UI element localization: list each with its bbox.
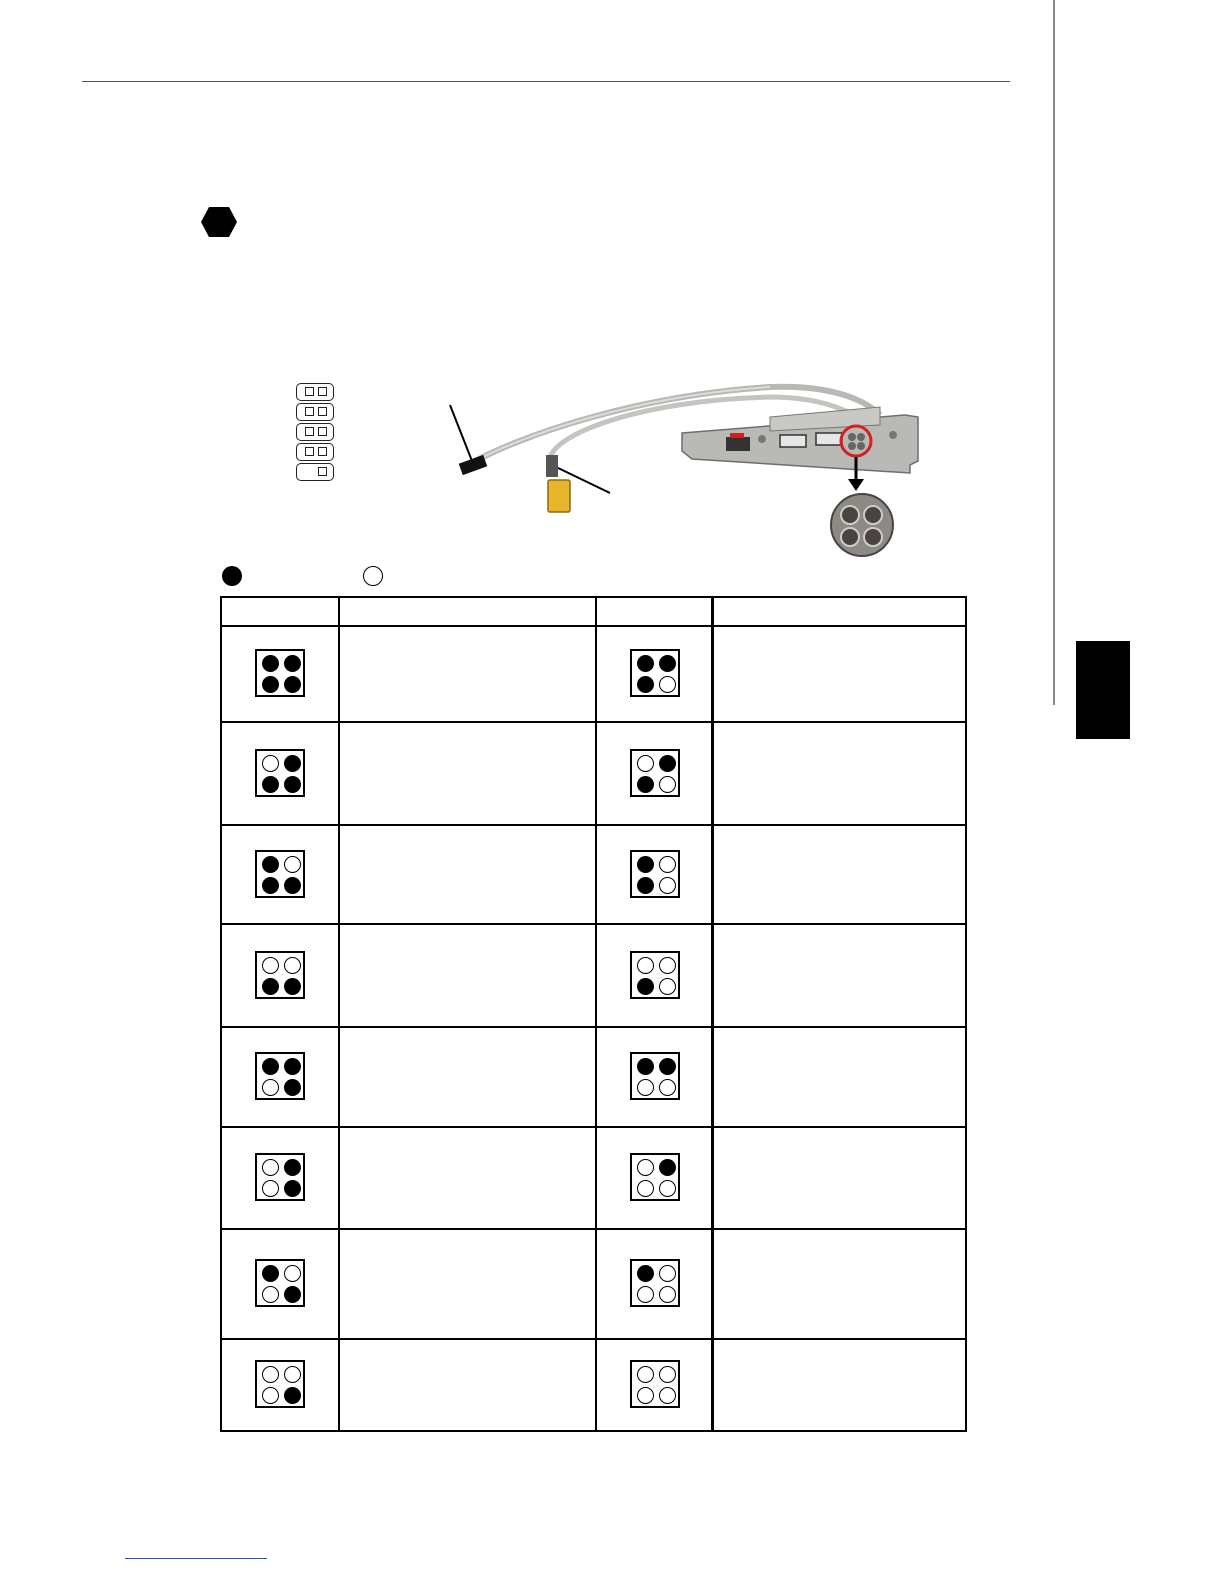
- empty-pin-icon: [262, 1079, 279, 1096]
- magnified-pin: [864, 528, 882, 546]
- filled-pin-icon: [262, 1058, 279, 1075]
- pin-square: [305, 387, 314, 396]
- empty-pin-icon: [637, 1387, 654, 1404]
- table-row-divider: [222, 1026, 965, 1028]
- pin-square: [318, 467, 327, 476]
- empty-pin-icon: [637, 957, 654, 974]
- pin-pattern-icon: [255, 749, 305, 797]
- usb3-logo: [726, 437, 750, 451]
- filled-pin-icon: [284, 1079, 301, 1096]
- pin-pattern-icon: [630, 1259, 680, 1307]
- pin-pattern-icon: [255, 1360, 305, 1408]
- magnified-pin: [841, 528, 859, 546]
- pin-header-row: [296, 423, 334, 441]
- chapter-tab: [1076, 641, 1130, 739]
- empty-pin-icon: [637, 1180, 654, 1197]
- footer-link-underline[interactable]: [125, 1558, 267, 1559]
- filled-pin-icon: [637, 1058, 654, 1075]
- pin-pattern-icon: [630, 1360, 680, 1408]
- empty-pin-icon: [659, 877, 676, 894]
- pin-square: [305, 447, 314, 456]
- empty-pin-icon: [637, 1286, 654, 1303]
- header-rule: [82, 81, 1010, 82]
- black-connector: [459, 455, 488, 475]
- empty-pin-icon: [262, 755, 279, 772]
- screw-icon: [758, 435, 766, 443]
- empty-pin-icon: [262, 1366, 279, 1383]
- filled-pin-icon: [284, 978, 301, 995]
- pin-header-row: [296, 403, 334, 421]
- filled-circle-icon: [222, 566, 242, 586]
- filled-pin-icon: [284, 776, 301, 793]
- empty-pin-icon: [659, 1265, 676, 1282]
- pin-header-row: [296, 443, 334, 461]
- empty-pin-icon: [659, 856, 676, 873]
- pointer-line-connector: [450, 405, 472, 461]
- filled-pin-icon: [284, 755, 301, 772]
- empty-pin-icon: [659, 1286, 676, 1303]
- empty-pin-icon: [637, 1366, 654, 1383]
- table-row-divider: [222, 824, 965, 826]
- empty-pin-icon: [659, 676, 676, 693]
- magnified-pin: [841, 506, 859, 524]
- filled-pin-icon: [262, 676, 279, 693]
- filled-pin-icon: [262, 1265, 279, 1282]
- empty-pin-icon: [262, 1180, 279, 1197]
- pin-square: [318, 447, 327, 456]
- socket-pin: [857, 442, 865, 450]
- filled-pin-icon: [637, 978, 654, 995]
- filled-pin-icon: [284, 1387, 301, 1404]
- filled-pin-icon: [637, 776, 654, 793]
- filled-pin-icon: [284, 1058, 301, 1075]
- filled-pin-icon: [637, 676, 654, 693]
- table-row-divider: [222, 923, 965, 925]
- pin-pattern-icon: [255, 951, 305, 999]
- empty-pin-icon: [659, 1079, 676, 1096]
- filled-pin-icon: [262, 856, 279, 873]
- magnified-socket: [831, 494, 893, 556]
- filled-pin-icon: [284, 1180, 301, 1197]
- filled-pin-icon: [659, 655, 676, 672]
- cable-sleeve: [546, 455, 558, 477]
- pin-pattern-icon: [255, 1052, 305, 1100]
- usb-bracket-photo: [440, 375, 950, 565]
- empty-pin-icon: [637, 1159, 654, 1176]
- empty-pin-icon: [262, 1387, 279, 1404]
- filled-pin-icon: [637, 877, 654, 894]
- pin-pattern-icon: [255, 850, 305, 898]
- empty-pin-icon: [659, 957, 676, 974]
- pin-header-row: [296, 383, 334, 401]
- pin-pattern-icon: [255, 1259, 305, 1307]
- pin-square: [318, 407, 327, 416]
- margin-rule: [1053, 0, 1055, 705]
- empty-circle-icon: [363, 566, 383, 586]
- filled-pin-icon: [637, 655, 654, 672]
- empty-pin-icon: [637, 755, 654, 772]
- screw-icon: [889, 431, 897, 439]
- pin-pattern-icon: [630, 951, 680, 999]
- filled-pin-icon: [262, 877, 279, 894]
- pin-square: [318, 427, 327, 436]
- empty-pin-icon: [659, 978, 676, 995]
- empty-pin-icon: [637, 1079, 654, 1096]
- filled-pin-icon: [637, 1265, 654, 1282]
- table-row-divider: [222, 1338, 965, 1340]
- socket-pin: [848, 442, 856, 450]
- usb3-logo-red: [730, 433, 744, 438]
- table-row-divider: [222, 721, 965, 723]
- empty-pin-icon: [262, 1159, 279, 1176]
- usb-port-1: [780, 435, 806, 447]
- empty-pin-icon: [284, 957, 301, 974]
- empty-pin-icon: [262, 1286, 279, 1303]
- pin-pattern-icon: [630, 1153, 680, 1201]
- filled-pin-icon: [284, 676, 301, 693]
- empty-pin-icon: [284, 1265, 301, 1282]
- pin-pattern-icon: [255, 1153, 305, 1201]
- pin-square: [305, 427, 314, 436]
- pin-pattern-icon: [255, 649, 305, 697]
- empty-pin-icon: [284, 1366, 301, 1383]
- pin-pattern-icon: [630, 749, 680, 797]
- empty-pin-icon: [659, 1387, 676, 1404]
- table-row-divider: [222, 1228, 965, 1230]
- filled-pin-icon: [637, 856, 654, 873]
- pin-pattern-icon: [630, 1052, 680, 1100]
- socket-pin: [848, 433, 856, 441]
- filled-pin-icon: [262, 978, 279, 995]
- filled-pin-icon: [284, 1286, 301, 1303]
- pin-header-diagram: [296, 383, 336, 485]
- yellow-header-connector: [548, 480, 570, 512]
- filled-pin-icon: [284, 877, 301, 894]
- filled-pin-icon: [284, 655, 301, 672]
- empty-pin-icon: [659, 1366, 676, 1383]
- filled-pin-icon: [659, 755, 676, 772]
- filled-pin-icon: [262, 655, 279, 672]
- magnified-pin: [864, 506, 882, 524]
- empty-pin-icon: [659, 776, 676, 793]
- filled-pin-icon: [659, 1159, 676, 1176]
- table-row-divider: [222, 625, 965, 627]
- pin-pattern-icon: [630, 649, 680, 697]
- usb-port-2: [816, 433, 842, 445]
- hexagon-bullet-icon: [200, 206, 238, 238]
- empty-pin-icon: [262, 957, 279, 974]
- empty-pin-icon: [659, 1180, 676, 1197]
- filled-pin-icon: [659, 1058, 676, 1075]
- filled-pin-icon: [284, 1159, 301, 1176]
- pin-configuration-table: [220, 596, 967, 1432]
- table-row-divider: [222, 1126, 965, 1128]
- filled-pin-icon: [262, 776, 279, 793]
- socket-pin: [857, 433, 865, 441]
- pin-square: [305, 407, 314, 416]
- pin-square: [318, 387, 327, 396]
- zoom-arrowhead: [848, 479, 864, 491]
- pin-header-row: [296, 463, 334, 481]
- empty-pin-icon: [284, 856, 301, 873]
- pin-pattern-icon: [630, 850, 680, 898]
